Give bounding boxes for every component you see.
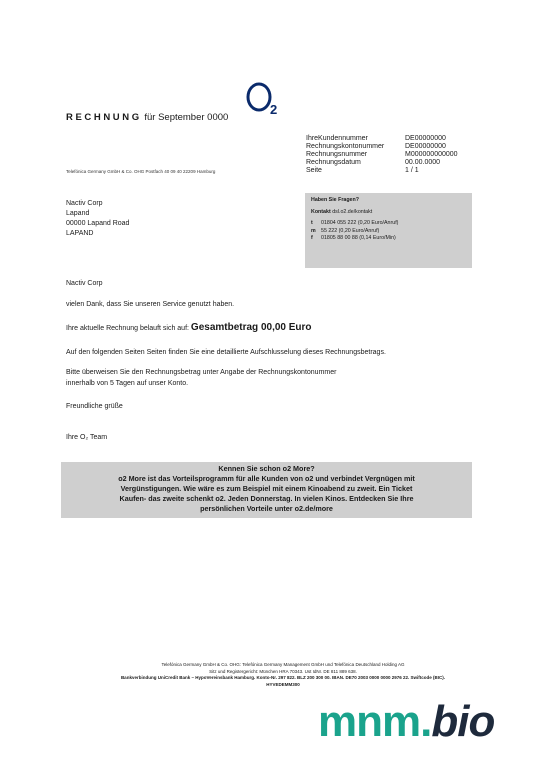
o2-logo-icon	[244, 80, 284, 120]
invoice-title-word: RECHNUNG	[66, 112, 142, 123]
address-line: 00000 Lapand Road	[66, 220, 130, 227]
meta-row	[306, 135, 458, 143]
contact-label: Kontakt	[311, 208, 331, 215]
contact-link[interactable]: dsl.o2.de/kontakt	[332, 208, 373, 215]
phone-key: t	[311, 220, 313, 226]
letter-greeting: Freundliche grüße	[66, 403, 123, 410]
meta-value: 00.00.0000	[405, 159, 441, 166]
contact-box	[305, 193, 472, 268]
recipient-address	[66, 199, 129, 239]
contact-link-line	[311, 209, 466, 217]
letter-transfer-2: innerhalb von 5 Tagen auf unser Konto.	[66, 380, 189, 387]
meta-row	[306, 143, 458, 151]
letter-signature: Ihre O₂ Team	[66, 434, 108, 441]
invoice-meta	[306, 135, 458, 175]
letter-thanks: vielen Dank, dass Sie unseren Service genutzt haben.	[66, 301, 235, 308]
letter-details: Auf den folgenden Seiten Seiten finden Sie eine detaillierte Aufschlusselung dieses Rechnungsbetrags.	[66, 349, 386, 356]
footer-bank-line: Bankverbindung UniCredit Bank – HypoVereinsbank Hamburg. Konto-Nr. 297 822. BLZ 200 300 00. IBAN. DE70 2003 0000 0000 2976 22. Swiftcode (BIC).	[120, 675, 446, 680]
fax-key: f	[311, 235, 313, 241]
meta-value: DE00000000	[405, 143, 446, 150]
promo-line: Vergünstigungen. Wie wäre es zum Beispiel mit einem Kinoabend zu zweit. Ein Ticket	[120, 484, 413, 493]
meta-label: Rechnungsdatum	[306, 159, 361, 166]
footer-line: Sitz und Registergericht: München HRA 70343. Ust IdNr. DE 811 889 638.	[209, 668, 357, 674]
footer-line: Telefónica Germany GmbH & Co. OHG: Telefónica Germany Management GmbH und Telefónica Deutschland Holding AG	[161, 662, 405, 667]
total-line	[66, 322, 312, 333]
invoice-title-period: für September 0000	[144, 112, 229, 123]
contact-fax-line	[311, 235, 466, 243]
promo-heading: Kennen Sie schon o2 More?	[218, 464, 315, 473]
mobile-key: m	[311, 227, 316, 234]
meta-label: IhreKundennummer	[306, 135, 368, 142]
address-line: Lapand	[66, 210, 90, 217]
address-line: LAPAND	[66, 230, 94, 237]
meta-value: DE00000000	[405, 135, 446, 142]
meta-label: Rechnungskontonummer	[306, 143, 385, 150]
meta-value: M000000000000	[405, 151, 458, 158]
total-amount: Gesamtbetrag 00,00 Euro	[190, 322, 312, 333]
watermark-part-1: mnm.	[318, 697, 432, 746]
meta-row	[306, 167, 458, 175]
promo-box	[61, 462, 472, 518]
sender-line: Telefónica Germany GmbH & Co. OHG Postfach 40 09 40 22209 Hamburg	[66, 169, 216, 174]
total-prefix: Ihre aktuelle Rechnung belauft sich auf:	[66, 325, 189, 332]
watermark-part-2: bio	[431, 697, 495, 746]
contact-phone-line	[311, 220, 466, 228]
invoice-title	[66, 112, 228, 123]
contact-mobile-line	[311, 228, 466, 236]
legal-footer	[66, 662, 500, 688]
meta-row	[306, 151, 458, 159]
address-line: Nactiv Corp	[66, 200, 103, 207]
meta-label: Seite	[306, 167, 322, 174]
svg-text:2: 2	[270, 102, 278, 117]
footer-bic-line: HYVEDEMM300	[266, 681, 300, 687]
contact-heading: Haben Sie Fragen?	[311, 197, 359, 203]
meta-row	[306, 159, 458, 167]
promo-line: persönlichen Vorteile unter o2.de/more	[200, 504, 333, 513]
mobile-number: 55 222 (0,20 Euro/Anruf)	[321, 227, 380, 234]
promo-line: Kaufen- das zweite schenkt o2. Jeden Donnerstag. In vielen Kinos. Entdecken Sie Ihre	[119, 494, 414, 503]
letter-salutation: Nactiv Corp	[66, 280, 103, 287]
meta-label: Rechnungsnummer	[306, 151, 368, 158]
meta-value: 1 / 1	[405, 167, 419, 174]
fax-number: 01805 88 00 88 (0,14 Euro/Min)	[321, 235, 396, 241]
phone-number: 01804 055 222 (0,20 Euro/Anruf)	[321, 220, 399, 226]
promo-line: o2 More ist das Vorteilsprogramm für alle Kunden von o2 und verbindet Vergnügen mit	[118, 474, 415, 483]
watermark-logo	[318, 697, 494, 747]
letter-transfer-1: Bitte überweisen Sie den Rechnungsbetrag unter Angabe der Rechnungskontonummer	[66, 369, 337, 376]
